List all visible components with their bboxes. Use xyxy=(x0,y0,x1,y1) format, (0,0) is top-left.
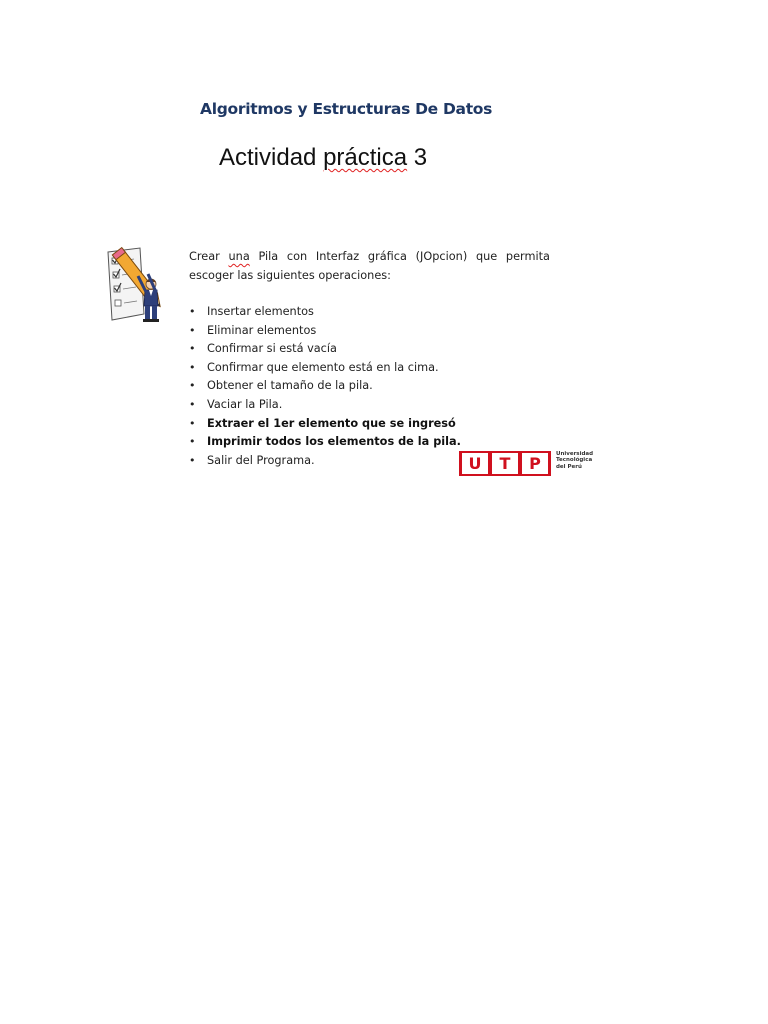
bullet-icon: • xyxy=(189,305,196,318)
activity-title xyxy=(219,144,427,172)
utp-logo xyxy=(459,450,603,478)
utp-letter-p: P xyxy=(522,453,548,474)
list-item xyxy=(189,415,461,434)
list-item-text: Imprimir todos los elementos de la pila. xyxy=(207,435,461,449)
intro-part2: Pila con Interfaz gráfica (JOpcion) que permita escoger las siguientes operaciones: xyxy=(189,250,550,282)
list-item xyxy=(189,452,461,471)
list-item xyxy=(189,303,461,322)
bullet-icon: • xyxy=(189,397,196,411)
intro-part1: Crear xyxy=(189,250,229,263)
list-item-text: Insertar elementos xyxy=(207,305,314,318)
operations-list xyxy=(189,303,461,470)
list-item-text: Confirmar que elemento está en la cima. xyxy=(207,360,439,374)
utp-name-line2: Tecnológica xyxy=(556,457,593,464)
utp-logo-mark xyxy=(459,451,551,476)
course-title: Algoritmos y Estructuras De Datos xyxy=(200,100,493,118)
bullet-icon: • xyxy=(189,360,196,374)
activity-title-prefix: Actividad xyxy=(219,144,324,171)
list-item-text: Salir del Programa. xyxy=(207,453,315,467)
list-item-text: Extraer el 1er elemento que se ingresó xyxy=(207,416,456,430)
intro-flagged-word: una xyxy=(228,250,250,263)
bullet-icon: • xyxy=(189,342,196,356)
list-item-text: Eliminar elementos xyxy=(207,323,317,337)
list-item-text: Confirmar si está vacía xyxy=(207,342,337,356)
list-item xyxy=(189,377,461,396)
activity-title-suffix: 3 xyxy=(407,144,428,171)
bullet-icon: • xyxy=(189,435,196,449)
list-item xyxy=(189,433,461,452)
utp-logo-name xyxy=(556,451,593,470)
utp-name-line1: Universidad xyxy=(556,451,594,457)
list-item xyxy=(189,322,461,341)
bullet-icon: • xyxy=(189,453,196,467)
utp-name-line3: del Perú xyxy=(556,463,582,470)
utp-letter-t: T xyxy=(492,453,518,474)
bullet-icon: • xyxy=(189,379,196,393)
list-item-text: Obtener el tamaño de la pila. xyxy=(207,379,373,393)
list-item xyxy=(189,396,461,415)
intro-paragraph xyxy=(189,247,550,285)
list-item xyxy=(189,359,461,378)
list-item-text: Vaciar la Pila. xyxy=(207,397,283,411)
activity-title-flagged-word: práctica xyxy=(323,144,408,171)
list-item xyxy=(189,340,461,359)
checklist-pencil-man-icon xyxy=(104,240,168,328)
bullet-icon: • xyxy=(189,323,196,337)
utp-letter-u: U xyxy=(462,453,488,474)
bullet-icon: • xyxy=(189,416,196,430)
